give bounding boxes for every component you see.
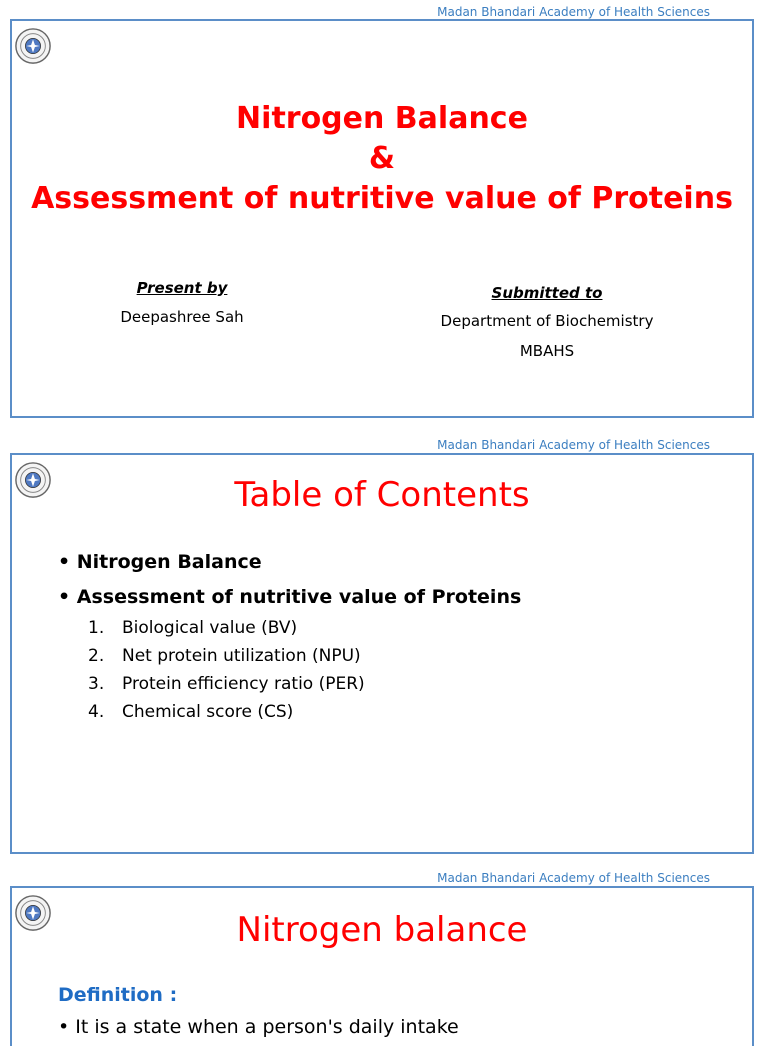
slide-header: Madan Bhandari Academy of Health Sciences [437, 871, 710, 885]
contents-title: Table of Contents [234, 475, 530, 515]
department-name: Department of Biochemistry [440, 312, 654, 330]
slide-header: Madan Bhandari Academy of Health Sciences [437, 438, 710, 452]
slide-header: Madan Bhandari Academy of Health Sciences [437, 5, 710, 19]
title-line-1: Nitrogen Balance [236, 101, 528, 136]
definition-label: Definition : [58, 984, 178, 1006]
bullet-item: • Assessment of nutritive value of Proteins [58, 586, 522, 608]
title-line-3: Assessment of nutritive value of Proteins [31, 181, 733, 216]
title-line-2: & [368, 141, 396, 176]
slide-contents [10, 453, 754, 854]
slide-title [10, 19, 754, 418]
presenter-name: Deepashree Sah [120, 308, 244, 326]
numbered-item: 1. Biological value (BV) [88, 618, 298, 638]
definition-text: • It is a state when a person's daily intake [58, 1016, 459, 1038]
institution-name: MBAHS [519, 342, 575, 360]
academy-logo-icon [14, 27, 52, 65]
bullet-item: • Nitrogen Balance [58, 551, 262, 573]
numbered-item: 4. Chemical score (CS) [88, 702, 294, 722]
numbered-item: 2. Net protein utilization (NPU) [88, 646, 361, 666]
nitrogen-balance-title: Nitrogen balance [236, 910, 528, 950]
slide-nitrogen-balance [10, 886, 754, 1046]
submitted-to-label: Submitted to [491, 284, 603, 302]
present-by-label: Present by [136, 279, 228, 297]
numbered-item: 3. Protein efficiency ratio (PER) [88, 674, 365, 694]
